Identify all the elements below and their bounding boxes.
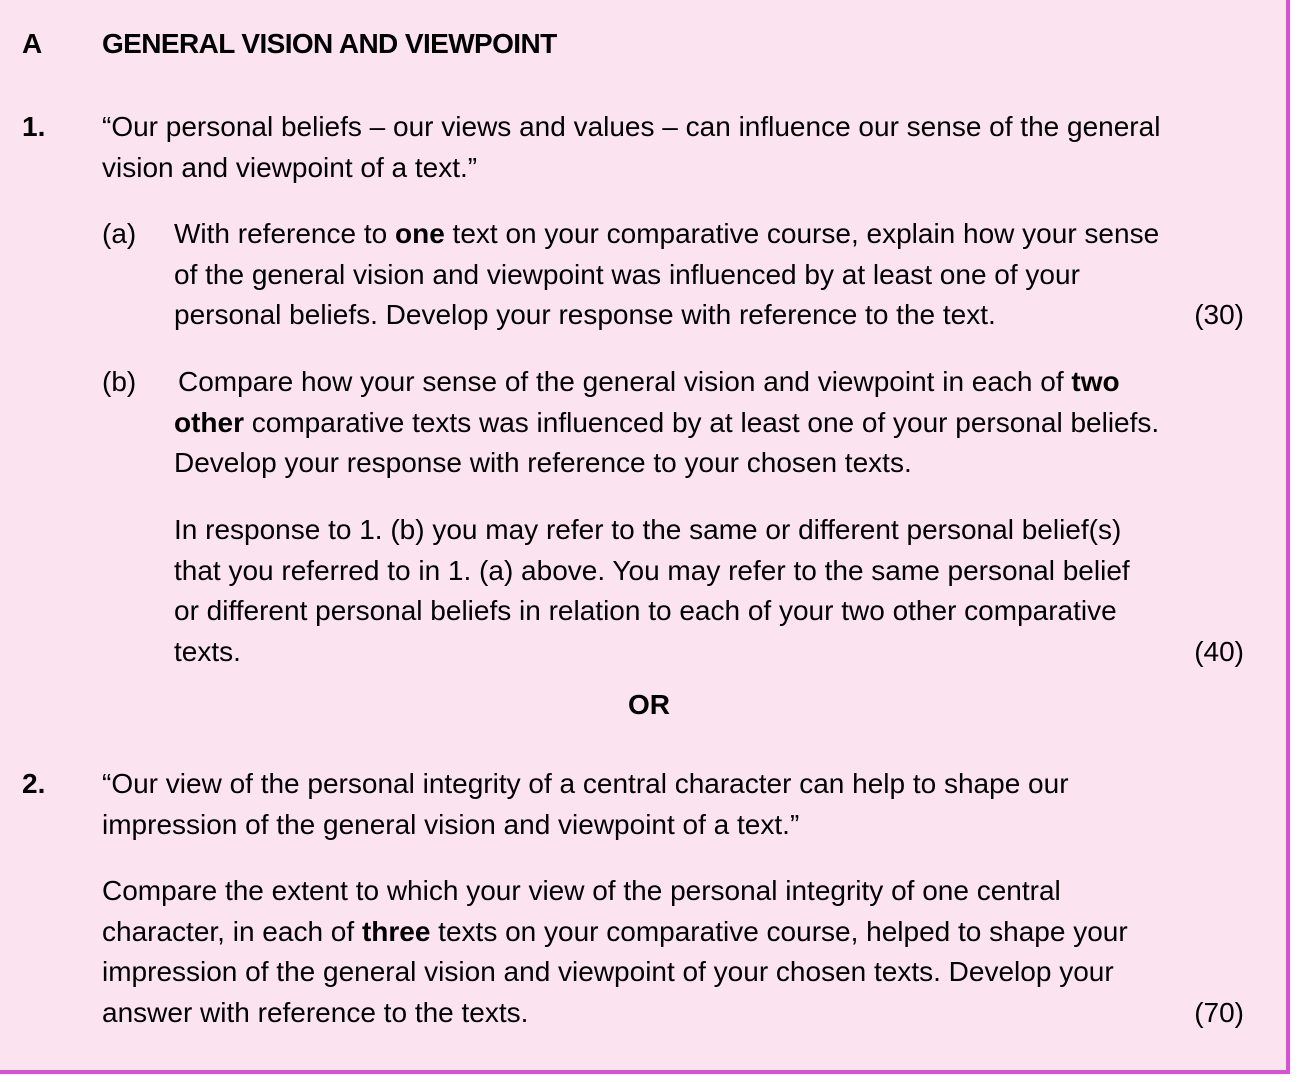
question-1a-line-3: personal beliefs. Develop your response with reference to the text. (174, 299, 996, 330)
question-2-line-2-end: texts on your comparative course, helped to shape your (430, 915, 1128, 947)
question-1b-text (174, 362, 1159, 484)
question-1b-line-1 (174, 362, 1159, 403)
question-1a-label: (a) (102, 218, 137, 249)
question-1b-note-line-1: In response to 1. (b) you may refer to the same or different personal belief(s) (174, 514, 1122, 545)
or-separator: OR (628, 689, 670, 720)
question-1b-note-line-3: or different personal beliefs in relation to each of your two other comparative (174, 595, 1117, 626)
question-1a-line-1-end: text on your comparative course, explain how your sense (444, 218, 1160, 249)
question-1b-emphasis-two: two (1071, 366, 1120, 397)
question-1b-label: (b) (102, 366, 137, 397)
question-2-quote-line-1: “Our view of the personal integrity of a central character can help to shape our (102, 768, 1069, 799)
question-1a-text (174, 214, 1159, 336)
question-2-line-2 (102, 912, 1128, 953)
question-1-number: 1. (22, 111, 46, 142)
question-2-line-3: impression of the general vision and viewpoint of your chosen texts. Develop your (102, 956, 1114, 987)
question-1-quote-line-1: “Our personal beliefs – our views and values – can influence our sense of the general (102, 111, 1161, 142)
section-letter: A (22, 28, 43, 59)
question-2-marks: (70) (1194, 997, 1244, 1028)
question-2-quote (102, 764, 1069, 845)
question-2-line-2-start: character, in each of (102, 915, 362, 947)
question-1-quote-line-2: vision and viewpoint of a text.” (102, 151, 478, 183)
question-1a-line-1 (174, 214, 1159, 255)
question-1b-note (174, 510, 1130, 672)
question-2-line-4: answer with reference to the texts. (102, 996, 529, 1028)
question-2-quote-line-2: impression of the general vision and viewpoint of a text.” (102, 808, 800, 840)
question-1a-line-1-start: With reference to (174, 218, 395, 249)
question-1a-marks: (30) (1194, 299, 1244, 330)
question-1b-marks: (40) (1194, 636, 1244, 667)
section-title: GENERAL VISION AND VIEWPOINT (102, 28, 557, 59)
question-2-number: 2. (22, 768, 46, 799)
question-2-emphasis: three (361, 915, 431, 947)
question-1b-line-3: Develop your response with reference to your chosen texts. (174, 447, 912, 478)
question-2-task (102, 871, 1128, 1033)
question-1b-line-2 (174, 403, 1159, 444)
question-1b-line-1-start: Compare how your sense of the general vision and viewpoint in each of (178, 366, 1072, 397)
question-2-line-1: Compare the extent to which your view of the personal integrity of one central (102, 875, 1061, 906)
question-1a-line-2: of the general vision and viewpoint was influenced by at least one of your (174, 258, 1080, 290)
question-1b-note-line-2: that you referred to in 1. (a) above. You may refer to the same personal belief (174, 554, 1130, 586)
question-1a-emphasis: one (394, 218, 445, 249)
question-1b-line-2-end: comparative texts was influenced by at least one of your personal beliefs. (244, 406, 1160, 438)
question-1b-emphasis-other: other (174, 406, 244, 438)
question-1b-note-line-4: texts. (174, 635, 241, 667)
question-1-quote (102, 107, 1160, 188)
